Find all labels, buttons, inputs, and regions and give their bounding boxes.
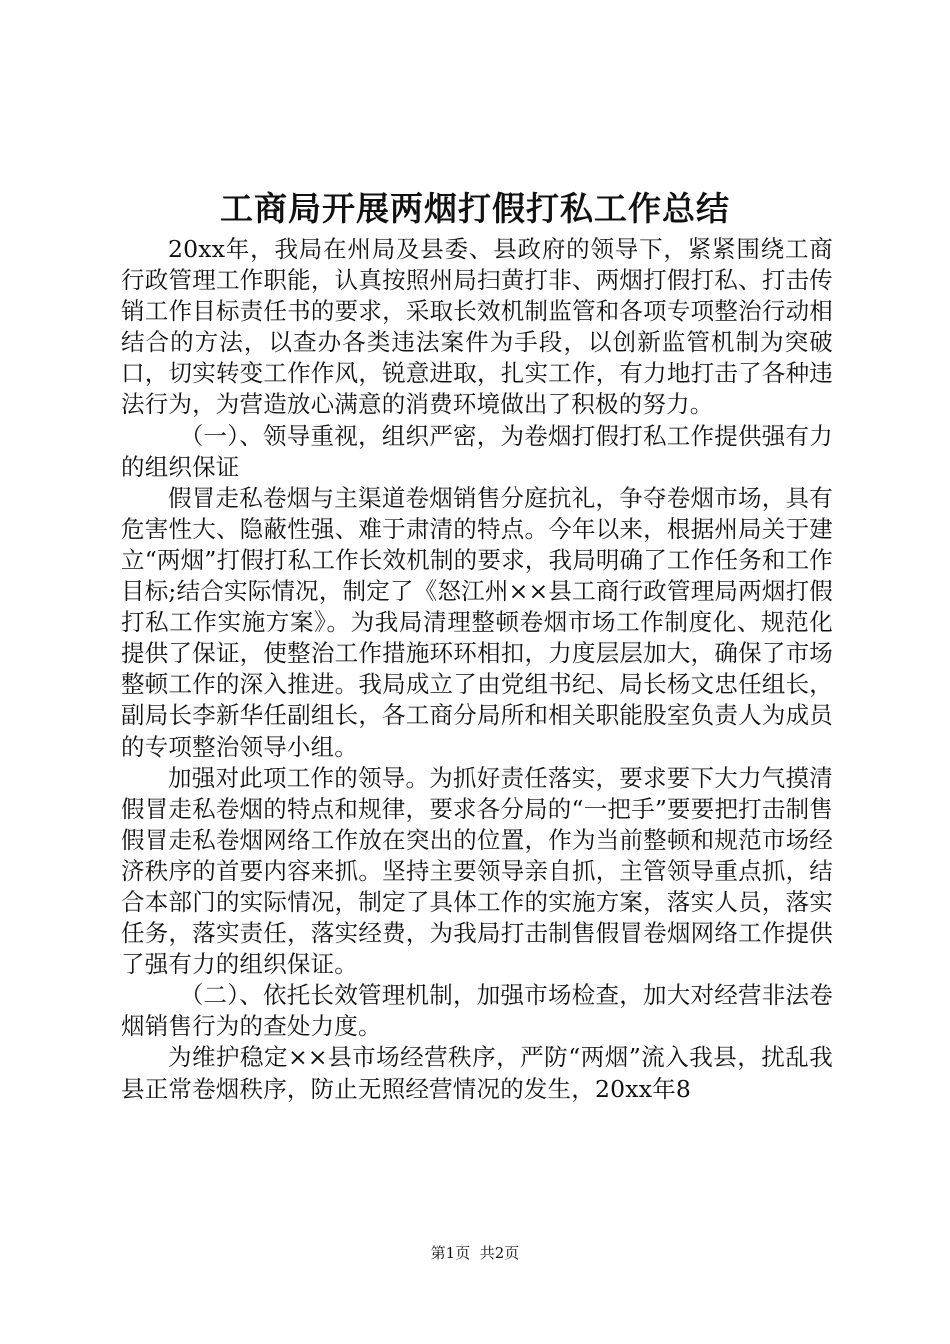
paragraph-section-1-a: 假冒走私卷烟与主渠道卷烟销售分庭抗礼，争夺卷烟市场，具有危害性大、隐蔽性强、难于肃清的特点。今年以来，根据州局关于建立“两烟”打假打私工作长效机制的要求，我局明确了工作任务和工作目标;结合实际情况，制定了《怒江州××县工商行政管理局两烟打假打私工作实施方案》。为我局清理整顿卷烟市场工作制度化、规范化提供了保证，使整治工作措施环环相扣，力度层层加大，确保了市场整顿工作的深入推进。我局成立了由党组书纪、局长杨文忠任组长，副局长李新华任副组长，各工商分局所和相关职能股室负责人为成员的专项整治领导小组。 (121, 483, 833, 761)
paragraph-section-2-a: 为维护稳定××县市场经营秩序，严防“两烟”流入我县，扰乱我县正常卷烟秩序，防止无照经营情况的发生，20xx年8 (121, 1043, 833, 1103)
document-body (121, 234, 833, 1105)
document-title: 工商局开展两烟打假打私工作总结 (220, 189, 730, 228)
section-heading-1: （一）、领导重视，组织严密，为卷烟打假打私工作提供强有力的组织保证 (121, 421, 833, 481)
page-footer (0, 1243, 950, 1263)
paragraph-intro: 20xx年，我局在州局及县委、县政府的领导下，紧紧围绕工商行政管理工作职能，认真按照州局扫黄打非、两烟打假打私、打击传销工作目标责任书的要求，采取长效机制监管和各项专项整治行动相结合的方法，以查办各类违法案件为手段，以创新监管机制为突破口，切实转变工作作风，锐意进取，扎实工作，有力地打击了各种违法行为，为营造放心满意的消费环境做出了积极的努力。 (121, 235, 833, 419)
page-total: 共2页 (479, 1244, 520, 1262)
section-heading-2: （二）、依托长效管理机制，加强市场检查，加大对经营非法卷烟销售行为的查处力度。 (121, 981, 833, 1041)
paragraph-section-1-b: 加强对此项工作的领导。为抓好责任落实，要求要下大力气摸清假冒走私卷烟的特点和规律，要求各分局的“一把手”要要把打击制售假冒走私卷烟网络工作放在突出的位置，作为当前整顿和规范市场经济秩序的首要内容来抓。坚持主要领导亲自抓，主管领导重点抓，结合本部门的实际情况，制定了具体工作的实施方案，落实人员，落实任务，落实责任，落实经费，为我局打击制售假冒卷烟网络工作提供了强有力的组织保证。 (121, 763, 833, 979)
page-number: 第1页 (430, 1244, 471, 1262)
